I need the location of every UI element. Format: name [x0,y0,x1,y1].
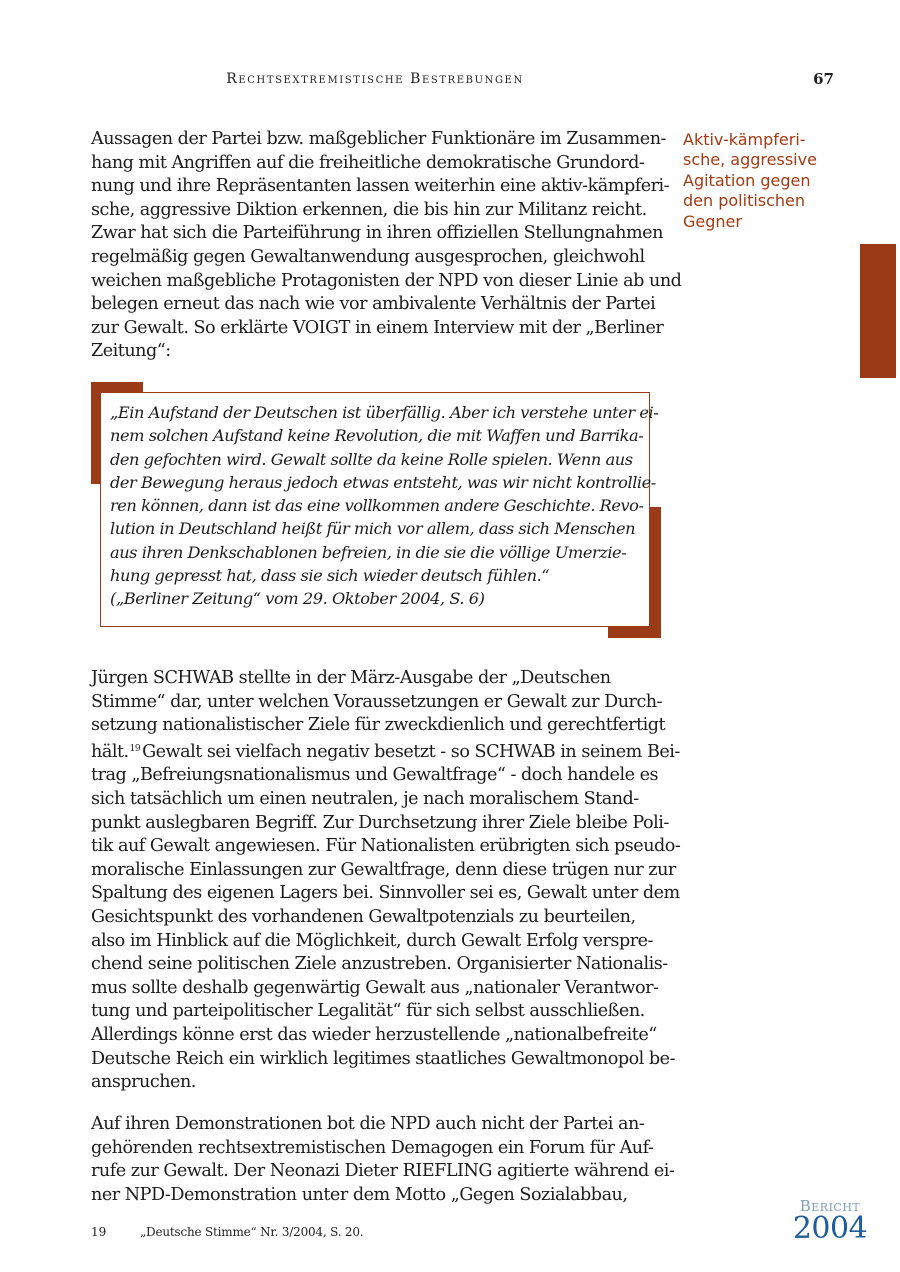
marginal-note-line: Aktiv-kämpferi- [683,130,806,149]
text-line: regelmäßig gegen Gewaltanwendung ausgesprochen, gleichwohl [91,246,645,267]
paragraph-1 [91,128,682,364]
text-line: zur Gewalt. So erklärte VOIGT in einem Interview mit der „Berliner [91,317,664,338]
text-line: Gesichtspunkt des vorhandenen Gewaltpotenzials zu beurteilen, [91,906,636,927]
chapter-side-tab [860,244,896,378]
text-line: belegen erneut das nach wie vor ambivalente Verhältnis der Partei [91,294,656,315]
quote-line: der Bewegung heraus jedoch etwas entsteht, was wir nicht kontrollie- [110,472,656,492]
text-line: Allerdings könne erst das wieder herzustellende „nationalbefreite“ [91,1024,657,1045]
text-line: gehörenden rechtsextremistischen Demagogen ein Forum für Auf- [91,1137,654,1158]
footnote-number: 19 [91,1225,107,1239]
text-line: anspruchen. [91,1072,196,1093]
text-line: weichen maßgebliche Protagonisten der NPD von dieser Linie ab und [91,270,682,291]
text-line: chend seine politischen Ziele anzustreben. Organisierter Nationalis- [91,954,668,975]
report-logo-year: 2004 [792,1211,868,1246]
quote-line: den gefochten wird. Gewalt sollte da keine Rolle spielen. Wenn aus [110,449,633,469]
text-line: Auf ihren Demonstrationen bot die NPD auch nicht der Partei an- [91,1114,645,1134]
paragraph-2 [91,667,681,1095]
quote-line: „Ein Aufstand der Deutschen ist überfällig. Aber ich verstehe unter ei- [110,403,659,422]
text-fragment: Gewalt sei vielfach negativ besetzt - so SCHWAB in seinem Bei- [142,741,680,762]
marginal-note-line: Agitation gegen [683,170,811,190]
text-line: ner NPD-Demonstration unter dem Motto „Gegen Sozialabbau, [91,1184,628,1205]
text-line: Deutsche Reich ein wirklich legitimes staatliches Gewaltmonopol be- [91,1048,676,1069]
page-number: 67 [813,70,834,88]
quote-line: hung gepresst hat, dass sie sich wieder deutsch fühlen.“ [110,566,550,586]
quote-source-line: („Berliner Zeitung“ vom 29. Oktober 2004, S. 6) [110,589,485,609]
footnote-text: „Deutsche Stimme“ Nr. 3/2004, S. 20. [140,1225,364,1239]
text-line: nung und ihre Repräsentanten lassen weiterhin eine aktiv-kämpferi- [91,176,670,197]
text-line: tung und parteipolitischer Legalität“ für sich selbst ausschließen. [91,1001,645,1022]
text-line: rufe zur Gewalt. Der Neonazi Dieter RIEFLING agitierte während ei- [91,1161,675,1182]
text-line: also im Hinblick auf die Möglichkeit, durch Gewalt Erfolg verspre- [91,930,653,951]
text-line-with-footnote [91,738,680,765]
text-line: Aussagen der Partei bzw. maßgeblicher Funktionäre im Zusammen- [91,129,666,149]
text-line: hang mit Angriffen auf die freiheitliche demokratische Grundord- [91,152,645,173]
quote-line: lution in Deutschland heißt für mich vor allem, dass sich Menschen [110,519,636,539]
text-line: mus sollte deshalb gegenwärtig Gewalt aus „nationaler Verantwor- [91,977,659,998]
text-line: Spaltung des eigenen Lagers bei. Sinnvoller sei es, Gewalt unter dem [91,883,680,904]
quote-line: nem solchen Aufstand keine Revolution, die mit Waffen und Barrika- [110,426,644,446]
quote-line: aus ihren Denkschablonen befreien, in die sie die völlige Umerzie- [110,542,627,562]
text-line: Zwar hat sich die Parteiführung in ihren offiziellen Stellungnahmen [91,223,663,244]
marginal-note-line: sche, aggressive [683,150,817,170]
text-line: sche, aggressive Diktion erkennen, die bis hin zur Militanz reicht. [91,199,647,220]
quote-line: ren können, dann ist das eine vollkommen andere Geschichte. Revo- [110,496,644,516]
text-line: setzung nationalistischer Ziele für zweckdienlich und gerechtfertigt [91,715,666,736]
text-line: tik auf Gewalt angewiesen. Für Nationalisten erübrigten sich pseudo- [91,836,681,857]
text-line: Zeitung“: [91,341,171,362]
report-logo-word: Bericht [799,1197,861,1215]
text-line: punkt auslegbaren Begriff. Zur Durchsetzung ihrer Ziele bleibe Poli- [91,812,669,833]
quote-text [110,401,659,611]
text-line: trag „Befreiungsnationalismus und Gewaltfrage“ - doch handele es [91,765,659,786]
text-line: Jürgen SCHWAB stellte in der März-Ausgabe der „Deutschen [91,668,611,688]
marginal-note-line: den politischen [683,191,806,211]
text-line: sich tatsächlich um einen neutralen, je nach moralischem Stand- [91,788,639,809]
quote-box [100,392,659,627]
text-fragment: hält. [91,741,129,762]
running-header-title: Rechtsextremistische Bestrebungen [226,71,524,87]
footnote-reference[interactable]: 19 [129,743,141,754]
text-line: Stimme“ dar, unter welchen Voraussetzungen er Gewalt zur Durch- [91,691,663,712]
marginal-note-line: Gegner [683,211,742,231]
text-line: moralische Einlassungen zur Gewaltfrage, denn diese trügen nur zur [91,859,676,880]
marginal-note [683,130,833,232]
report-2004-logo [790,1197,870,1246]
paragraph-3 [91,1113,675,1207]
